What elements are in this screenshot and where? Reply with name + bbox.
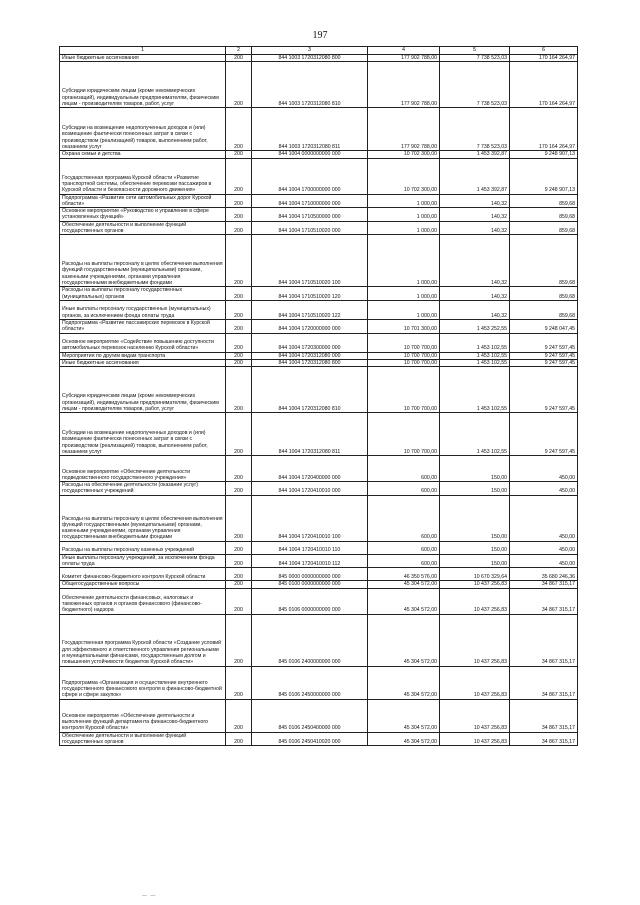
row-admin-code-cell: 200 <box>226 413 252 456</box>
row-name-cell: Основное мероприятие «Руководство и управление в сфере установленных функций» <box>60 208 226 222</box>
table-row <box>60 568 578 581</box>
row-budget-code-cell: 845 0106 2450000000 000 <box>252 666 368 699</box>
row-budget-code-cell: 844 1004 0000000000 000 <box>252 151 368 158</box>
row-budget-code-cell: 845 0106 2400000000 000 <box>252 614 368 666</box>
row-executed-cell: 7 738 523,03 <box>440 55 510 62</box>
row-name-cell: Иные бюджетные ассигнования <box>60 359 226 366</box>
row-executed-cell: 10 437 256,83 <box>440 732 510 746</box>
row-approved-cell: 177 902 788,00 <box>368 62 440 108</box>
table-row <box>60 221 578 235</box>
row-name-cell: Подпрограмма «Развитие сети автомобильных дорог Курской области» <box>60 194 226 208</box>
row-name-cell: Основное мероприятие «Содействие повышению доступности автомобильных перевозок населению Курской области» <box>60 333 226 352</box>
row-name-cell: Расходы на обеспечение деятельности (оказание услуг) государственных учреждений <box>60 482 226 496</box>
row-admin-code-cell: 200 <box>226 287 252 301</box>
header-cell: 6 <box>510 47 578 55</box>
row-admin-code-cell: 200 <box>226 554 252 568</box>
row-unexecuted-cell: 34 867 315,17 <box>510 699 578 732</box>
row-unexecuted-cell: 9 248 907,13 <box>510 151 578 158</box>
header-cell: 1 <box>60 47 226 55</box>
row-budget-code-cell: 844 1004 1720300000 000 <box>252 333 368 352</box>
row-name-cell: Общегосударственные вопросы <box>60 581 226 588</box>
row-name-cell: Расходы на выплаты персоналу казенных учреждений <box>60 541 226 554</box>
row-name-cell: Обеспечение деятельности и выполнение функций государственных органов <box>60 732 226 746</box>
row-name-cell: Государственная программа Курской области «Развитие транспортной системы, обеспечение перевозки пассажиров в Курской области и безопасности дорожного движения» <box>60 158 226 194</box>
row-admin-code-cell: 200 <box>226 699 252 732</box>
page-number: 197 <box>312 30 328 41</box>
row-name-cell: Основное мероприятие «Обеспечение деятельности и выполнение функций департамента финансово-бюджетного контроля Курской области» <box>60 699 226 732</box>
row-unexecuted-cell: 859,68 <box>510 208 578 222</box>
table-row <box>60 158 578 194</box>
row-budget-code-cell: 845 0106 0000000000 000 <box>252 588 368 614</box>
row-admin-code-cell: 200 <box>226 568 252 581</box>
row-name-cell: Субсидии на возмещение недополученных доходов и (или) возмещение фактически понесенных затрат в связи с производством (реализацией) товаров, выполнением работ, оказанием услуг <box>60 108 226 151</box>
row-budget-code-cell: 845 0100 0000000000 000 <box>252 581 368 588</box>
row-admin-code-cell: 200 <box>226 319 252 333</box>
table-header-row <box>60 47 578 55</box>
row-name-cell: Подпрограмма «Развитие пассажирских перевозок в Курской области» <box>60 319 226 333</box>
row-executed-cell: 1 453 102,55 <box>440 367 510 413</box>
row-name-cell: Расходы на выплаты персоналу в целях обеспечения выполнения функций государственными (муниципальными) органами, казенными учреждениями, органами управления государственными внебюджетными фондами <box>60 235 226 287</box>
table-row <box>60 55 578 62</box>
row-approved-cell: 600,00 <box>368 456 440 482</box>
row-admin-code-cell: 200 <box>226 495 252 541</box>
row-executed-cell: 10 437 256,83 <box>440 699 510 732</box>
table-row <box>60 495 578 541</box>
row-approved-cell: 10 700 700,00 <box>368 359 440 366</box>
row-executed-cell: 10 437 256,83 <box>440 588 510 614</box>
row-name-cell: Субсидии на возмещение недополученных доходов и (или) возмещение фактически понесенных затрат в связи с производством (реализацией) товаров, выполнением работ, оказанием услуг <box>60 413 226 456</box>
row-budget-code-cell: 844 1003 1720312080 811 <box>252 108 368 151</box>
row-approved-cell: 177 902 788,00 <box>368 108 440 151</box>
row-approved-cell: 1 000,00 <box>368 194 440 208</box>
row-approved-cell: 1 000,00 <box>368 300 440 319</box>
header-cell: 5 <box>440 47 510 55</box>
row-approved-cell: 45 304 572,00 <box>368 699 440 732</box>
row-approved-cell: 600,00 <box>368 541 440 554</box>
row-admin-code-cell: 200 <box>226 221 252 235</box>
row-admin-code-cell: 200 <box>226 482 252 496</box>
row-executed-cell: 1 453 102,55 <box>440 413 510 456</box>
row-budget-code-cell: 844 1004 1720312080 811 <box>252 413 368 456</box>
row-budget-code-cell: 845 0106 2450400000 000 <box>252 699 368 732</box>
table-row <box>60 319 578 333</box>
table-row <box>60 208 578 222</box>
row-approved-cell: 10 700 700,00 <box>368 413 440 456</box>
row-admin-code-cell: 200 <box>226 151 252 158</box>
header-cell: 4 <box>368 47 440 55</box>
row-admin-code-cell: 200 <box>226 456 252 482</box>
row-budget-code-cell: 844 1004 1720410010 100 <box>252 495 368 541</box>
row-approved-cell: 46 350 576,00 <box>368 568 440 581</box>
table-row <box>60 151 578 158</box>
row-executed-cell: 140,32 <box>440 208 510 222</box>
row-approved-cell: 10 702 300,00 <box>368 158 440 194</box>
row-executed-cell: 140,32 <box>440 221 510 235</box>
row-budget-code-cell: 844 1004 1720000000 000 <box>252 319 368 333</box>
row-budget-code-cell: 844 1004 1720410010 000 <box>252 482 368 496</box>
row-name-cell: Государственная программа Курской области «Создание условий для эффективного и ответственного управления региональными и муниципальными финансами, государственным долгом и повышения устойчивости бюджетов Курской области» <box>60 614 226 666</box>
row-budget-code-cell: 845 0106 2450410020 000 <box>252 732 368 746</box>
row-unexecuted-cell: 35 680 246,36 <box>510 568 578 581</box>
row-budget-code-cell: 844 1004 1720410010 112 <box>252 554 368 568</box>
row-budget-code-cell: 844 1004 1710510020 100 <box>252 235 368 287</box>
row-admin-code-cell: 200 <box>226 541 252 554</box>
table-row <box>60 541 578 554</box>
table-row <box>60 482 578 496</box>
header-cell: 2 <box>226 47 252 55</box>
row-executed-cell: 150,00 <box>440 495 510 541</box>
row-approved-cell: 10 702 300,00 <box>368 151 440 158</box>
row-unexecuted-cell: 450,00 <box>510 541 578 554</box>
table-row <box>60 235 578 287</box>
row-admin-code-cell: 200 <box>226 666 252 699</box>
row-executed-cell: 1 453 102,55 <box>440 352 510 359</box>
row-executed-cell: 150,00 <box>440 554 510 568</box>
row-admin-code-cell: 200 <box>226 55 252 62</box>
table-row <box>60 300 578 319</box>
row-approved-cell: 177 902 788,00 <box>368 55 440 62</box>
row-approved-cell: 1 000,00 <box>368 287 440 301</box>
row-unexecuted-cell: 34 867 315,17 <box>510 614 578 666</box>
row-name-cell: Расходы на выплаты персоналу государственных (муниципальных) органов <box>60 287 226 301</box>
row-budget-code-cell: 844 1004 1720312080 000 <box>252 352 368 359</box>
row-unexecuted-cell: 9 247 597,45 <box>510 413 578 456</box>
row-approved-cell: 45 304 572,00 <box>368 581 440 588</box>
row-executed-cell: 7 738 523,03 <box>440 108 510 151</box>
row-approved-cell: 45 304 572,00 <box>368 666 440 699</box>
row-budget-code-cell: 844 1004 1710510020 000 <box>252 221 368 235</box>
table-row <box>60 108 578 151</box>
row-admin-code-cell: 200 <box>226 614 252 666</box>
row-budget-code-cell: 844 1003 1720312080 810 <box>252 62 368 108</box>
row-name-cell: Иные бюджетные ассигнования <box>60 55 226 62</box>
row-name-cell: Основное мероприятие «Обеспечение деятельности подведомственного государственного учреждения» <box>60 456 226 482</box>
table-row <box>60 699 578 732</box>
row-name-cell: Иные выплаты персоналу учреждений, за исключением фонда оплаты труда <box>60 554 226 568</box>
row-budget-code-cell: 844 1004 1720410010 110 <box>252 541 368 554</box>
row-approved-cell: 10 700 700,00 <box>368 352 440 359</box>
row-name-cell: Мероприятия по другим видам транспорта <box>60 352 226 359</box>
row-unexecuted-cell: 9 247 597,45 <box>510 359 578 366</box>
table-row <box>60 666 578 699</box>
row-name-cell: Обеспечение деятельности и выполнение функций государственных органов <box>60 221 226 235</box>
table-row <box>60 62 578 108</box>
row-unexecuted-cell: 170 164 264,97 <box>510 55 578 62</box>
row-executed-cell: 140,32 <box>440 300 510 319</box>
row-executed-cell: 10 670 329,64 <box>440 568 510 581</box>
table-row <box>60 367 578 413</box>
table-row <box>60 456 578 482</box>
table-row <box>60 352 578 359</box>
row-executed-cell: 1 453 392,87 <box>440 158 510 194</box>
row-budget-code-cell: 844 1004 1710510020 120 <box>252 287 368 301</box>
row-approved-cell: 600,00 <box>368 495 440 541</box>
row-executed-cell: 140,32 <box>440 194 510 208</box>
row-budget-code-cell: 844 1004 1710000000 000 <box>252 194 368 208</box>
row-budget-code-cell: 844 1004 1710510020 122 <box>252 300 368 319</box>
row-unexecuted-cell: 859,68 <box>510 194 578 208</box>
row-executed-cell: 1 453 102,55 <box>440 359 510 366</box>
row-unexecuted-cell: 170 164 264,97 <box>510 108 578 151</box>
row-admin-code-cell: 200 <box>226 158 252 194</box>
row-unexecuted-cell: 34 867 315,17 <box>510 581 578 588</box>
row-executed-cell: 150,00 <box>440 456 510 482</box>
row-admin-code-cell: 200 <box>226 208 252 222</box>
table-row <box>60 554 578 568</box>
row-approved-cell: 1 000,00 <box>368 221 440 235</box>
row-executed-cell: 10 437 256,83 <box>440 614 510 666</box>
row-name-cell: Подпрограмма «Организация и осуществление внутреннего государственного финансового контроля в финансово-бюджетной сфере и сфере закупок» <box>60 666 226 699</box>
row-unexecuted-cell: 859,68 <box>510 287 578 301</box>
row-admin-code-cell: 200 <box>226 62 252 108</box>
budget-table <box>59 46 578 746</box>
row-name-cell: Комитет финансово-бюджетного контроля Курской области <box>60 568 226 581</box>
row-approved-cell: 45 304 572,00 <box>368 732 440 746</box>
table-row <box>60 588 578 614</box>
table-row <box>60 287 578 301</box>
row-name-cell: Субсидии юридическим лицам (кроме некоммерческих организаций), индивидуальным предпринимателям, физическим лицам - производителям товаров, работ, услуг <box>60 62 226 108</box>
table-row <box>60 359 578 366</box>
row-budget-code-cell: 844 1004 1710500000 000 <box>252 208 368 222</box>
row-executed-cell: 140,32 <box>440 287 510 301</box>
row-name-cell: Расходы на выплаты персоналу в целях обеспечения выполнения функций государственными (муниципальными) органами, казенными учреждениями, органами управления государственными внебюджетными фондами <box>60 495 226 541</box>
table-row <box>60 614 578 666</box>
row-unexecuted-cell: 450,00 <box>510 554 578 568</box>
row-approved-cell: 10 701 300,00 <box>368 319 440 333</box>
row-approved-cell: 45 304 572,00 <box>368 614 440 666</box>
row-executed-cell: 1 453 392,87 <box>440 151 510 158</box>
row-approved-cell: 600,00 <box>368 554 440 568</box>
row-admin-code-cell: 200 <box>226 194 252 208</box>
table-row <box>60 194 578 208</box>
row-unexecuted-cell: 450,00 <box>510 482 578 496</box>
table-row <box>60 413 578 456</box>
row-executed-cell: 7 738 523,03 <box>440 62 510 108</box>
row-approved-cell: 10 700 700,00 <box>368 367 440 413</box>
row-unexecuted-cell: 9 247 597,45 <box>510 352 578 359</box>
row-name-cell: Охрана семьи и детства <box>60 151 226 158</box>
row-unexecuted-cell: 170 164 264,97 <box>510 62 578 108</box>
row-executed-cell: 1 453 252,55 <box>440 319 510 333</box>
row-unexecuted-cell: 9 248 907,13 <box>510 158 578 194</box>
row-name-cell: Иные выплаты персоналу государственных (муниципальных) органов, за исключением фонда оплаты труда <box>60 300 226 319</box>
row-executed-cell: 140,32 <box>440 235 510 287</box>
row-unexecuted-cell: 450,00 <box>510 495 578 541</box>
row-approved-cell: 1 000,00 <box>368 235 440 287</box>
row-unexecuted-cell: 9 247 597,45 <box>510 367 578 413</box>
row-executed-cell: 10 437 256,83 <box>440 581 510 588</box>
row-unexecuted-cell: 859,68 <box>510 235 578 287</box>
row-unexecuted-cell: 9 248 047,45 <box>510 319 578 333</box>
row-unexecuted-cell: 34 867 315,17 <box>510 588 578 614</box>
row-unexecuted-cell: 450,00 <box>510 456 578 482</box>
row-approved-cell: 1 000,00 <box>368 208 440 222</box>
row-name-cell: Обеспечение деятельности финансовых, налоговых и таможенных органов и органов финансового (финансово-бюджетного) надзора <box>60 588 226 614</box>
row-approved-cell: 45 304 572,00 <box>368 588 440 614</box>
row-admin-code-cell: 200 <box>226 333 252 352</box>
row-budget-code-cell: 845 0000 0000000000 000 <box>252 568 368 581</box>
row-admin-code-cell: 200 <box>226 581 252 588</box>
row-executed-cell: 150,00 <box>440 482 510 496</box>
row-unexecuted-cell: 34 867 315,17 <box>510 666 578 699</box>
row-budget-code-cell: 844 1004 1720400000 000 <box>252 456 368 482</box>
row-name-cell: Субсидии юридическим лицам (кроме некоммерческих организаций), индивидуальным предпринимателям, физическим лицам - производителям товаров, работ, услуг <box>60 367 226 413</box>
row-admin-code-cell: 200 <box>226 588 252 614</box>
row-approved-cell: 10 700 700,00 <box>368 333 440 352</box>
row-executed-cell: 10 437 256,83 <box>440 666 510 699</box>
table-row <box>60 732 578 746</box>
row-budget-code-cell: 844 1004 1700000000 000 <box>252 158 368 194</box>
table-row <box>60 581 578 588</box>
row-approved-cell: 600,00 <box>368 482 440 496</box>
row-unexecuted-cell: 9 247 597,45 <box>510 333 578 352</box>
row-budget-code-cell: 844 1003 1720312080 800 <box>252 55 368 62</box>
row-admin-code-cell: 200 <box>226 352 252 359</box>
row-executed-cell: 1 453 102,55 <box>440 333 510 352</box>
row-unexecuted-cell: 859,68 <box>510 300 578 319</box>
row-admin-code-cell: 200 <box>226 300 252 319</box>
row-admin-code-cell: 200 <box>226 732 252 746</box>
table-row <box>60 333 578 352</box>
footer-mark: — — <box>142 893 157 899</box>
row-executed-cell: 150,00 <box>440 541 510 554</box>
row-admin-code-cell: 200 <box>226 359 252 366</box>
row-unexecuted-cell: 859,68 <box>510 221 578 235</box>
row-budget-code-cell: 844 1004 1720312080 800 <box>252 359 368 366</box>
header-cell: 3 <box>252 47 368 55</box>
row-admin-code-cell: 200 <box>226 108 252 151</box>
row-unexecuted-cell: 34 867 315,17 <box>510 732 578 746</box>
row-admin-code-cell: 200 <box>226 367 252 413</box>
row-admin-code-cell: 200 <box>226 235 252 287</box>
row-budget-code-cell: 844 1004 1720312080 810 <box>252 367 368 413</box>
